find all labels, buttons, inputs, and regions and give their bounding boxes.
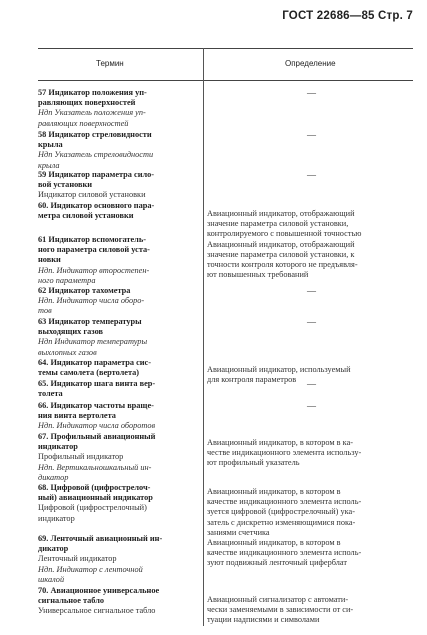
definition-text: Авиационный индикатор, отображающий xyxy=(207,209,355,218)
term-entry xyxy=(38,317,201,358)
term-text: 60. Индикатор основного пара- xyxy=(38,201,155,210)
deprecated-synonym: шкалой xyxy=(38,574,65,584)
term-text: толета xyxy=(38,389,63,399)
definition-text: Авиационный индикатор, в котором в ка- xyxy=(207,438,354,447)
deprecated-synonym: Ндп Указатель положения уп- xyxy=(38,108,146,118)
definition-text: ют профильный указатель xyxy=(207,458,300,468)
definition-text: ют повышенных требований xyxy=(207,270,309,280)
term-text: сигнальное табло xyxy=(38,596,105,606)
definition-entry xyxy=(207,438,412,469)
definition-text: Авиационный индикатор, отображающий xyxy=(207,239,355,249)
definition-text: туации надписями и символами xyxy=(207,615,320,625)
definition-text: честве индикационного элемента использу- xyxy=(207,448,362,458)
term-text: 59 Индикатор параметра сило- xyxy=(38,170,155,179)
term-text: вой установки xyxy=(38,180,93,190)
deprecated-synonym: Ндп. Индикатор второстепен- xyxy=(38,265,150,275)
deprecated-synonym: ного параметра xyxy=(38,275,96,285)
empty-definition-dash: — xyxy=(307,379,316,389)
synonym-text: Универсальное сигнальное табло xyxy=(38,606,156,616)
empty-definition-dash: — xyxy=(307,317,316,327)
empty-definition-dash: — xyxy=(307,130,316,140)
term-entry xyxy=(38,534,201,585)
term-text: темы самолета (вертолета) xyxy=(38,368,140,378)
term-text: 68. Цифровой (цифрострелоч- xyxy=(38,483,151,492)
definition-text: значение параметра силовой установки, к xyxy=(207,249,355,259)
term-text: ния винта вертолета xyxy=(38,411,116,421)
deprecated-synonym: равляющих поверхностей xyxy=(38,118,129,128)
definition-text: контролируемого с повышенной точностью xyxy=(207,229,362,239)
term-text: ный) авиационный индикатор xyxy=(38,493,153,503)
definition-text: Авиационный сигнализатор с автомати- xyxy=(207,595,349,604)
deprecated-synonym: тов xyxy=(38,306,52,316)
empty-definition-dash: — xyxy=(307,286,316,296)
term-text: 61 Индикатор вспомогатель- xyxy=(38,235,146,244)
definition-text: зуют подвижный ленточный циферблат xyxy=(207,558,347,568)
term-text: новки xyxy=(38,255,61,265)
term-text: крыла xyxy=(38,140,63,150)
deprecated-synonym: Ндп Указатель стреловидности xyxy=(38,150,154,160)
deprecated-synonym: Ндп. Индикатор числа оборо- xyxy=(38,296,145,306)
definition-text: заниями счетчика xyxy=(207,527,270,537)
synonym-text: Индикатор силовой установки xyxy=(38,190,146,200)
definition-entry xyxy=(207,487,412,569)
term-text: 70. Авиационное универсальное xyxy=(38,586,160,595)
definition-text: Авиационный индикатор, в котором в xyxy=(207,538,341,548)
term-entry xyxy=(38,358,201,378)
term-text: 63 Индикатор температуры xyxy=(38,317,142,326)
term-entry xyxy=(38,586,201,617)
term-entry xyxy=(38,379,201,399)
term-text: 66. Индикатор частоты враще- xyxy=(38,401,154,410)
definition-entry xyxy=(207,209,412,280)
term-entry xyxy=(38,130,201,171)
term-entry xyxy=(38,88,201,129)
table-header-rule xyxy=(38,80,413,81)
term-entry xyxy=(38,483,201,524)
column-header-definition: Определение xyxy=(285,59,336,68)
definition-text: Авиационный индикатор, используемый xyxy=(207,365,351,374)
synonym-text: индикатор xyxy=(38,513,75,523)
definition-text: для контроля параметров xyxy=(207,375,297,385)
deprecated-synonym: дикатор xyxy=(38,472,69,482)
term-text: 65. Индикатор шага винта вер- xyxy=(38,379,156,388)
term-text: 57 Индикатор положения уп- xyxy=(38,88,147,97)
term-entry xyxy=(38,432,201,483)
definition-entry xyxy=(207,595,412,626)
synonym-text: Цифровой (цифрострелочный) xyxy=(38,503,147,513)
term-text: равляющих поверхностей xyxy=(38,98,136,108)
term-text: 62 Индикатор тахометра xyxy=(38,286,131,295)
synonym-text: Ленточный индикатор xyxy=(38,554,117,564)
page-header: ГОСТ 22686—85 Стр. 7 xyxy=(282,10,413,22)
column-divider xyxy=(203,48,204,626)
deprecated-synonym: крыла xyxy=(38,160,60,170)
definition-entry xyxy=(207,365,412,385)
deprecated-synonym: Ндп. Индикатор числа оборотов xyxy=(38,421,156,431)
term-text: выходящих газов xyxy=(38,327,104,337)
term-entry xyxy=(38,201,201,221)
definition-text: зуется цифровой (цифрострелочный) ука- xyxy=(207,507,356,517)
column-header-term: Термин xyxy=(96,59,124,68)
deprecated-synonym: Ндп. Вертикальношкальный ин- xyxy=(38,462,152,472)
term-text: 64. Индикатор параметра сис- xyxy=(38,358,151,367)
definition-text: точности контроля которого не предъявля- xyxy=(207,260,358,270)
table-top-rule xyxy=(38,48,413,49)
definition-text: затель с дискретно изменяющимися пока- xyxy=(207,517,356,527)
term-text: 67. Профильный авиационный xyxy=(38,432,156,441)
deprecated-synonym: Ндп. Индикатор с ленточной xyxy=(38,564,143,574)
deprecated-synonym: Ндп Индикатор температуры xyxy=(38,337,148,347)
definition-text: Авиационный индикатор, в котором в xyxy=(207,487,341,496)
term-entry xyxy=(38,170,201,201)
term-entry xyxy=(38,286,201,317)
empty-definition-dash: — xyxy=(307,88,316,98)
term-entry xyxy=(38,401,201,432)
term-text: метра силовой установки xyxy=(38,211,134,221)
empty-definition-dash: — xyxy=(307,170,316,180)
definition-text: качестве индикационного элемента исполь- xyxy=(207,497,362,507)
definition-text: значение параметра силовой установки, xyxy=(207,219,349,229)
empty-definition-dash: — xyxy=(307,401,316,411)
term-text: 58 Индикатор стреловидности xyxy=(38,130,152,139)
term-text: 69. Ленточный авиационный ин- xyxy=(38,534,163,543)
definition-text: чески заменяемыми в зависимости от си- xyxy=(207,605,354,615)
synonym-text: Профильный индикатор xyxy=(38,452,124,462)
term-text: ного параметра силовой уста- xyxy=(38,245,150,255)
term-text: дикатор xyxy=(38,544,69,554)
term-text: индикатор xyxy=(38,442,78,452)
definition-text: качестве индикационного элемента исполь- xyxy=(207,548,362,558)
deprecated-synonym: выхлопных газов xyxy=(38,347,97,357)
term-entry xyxy=(38,235,201,286)
